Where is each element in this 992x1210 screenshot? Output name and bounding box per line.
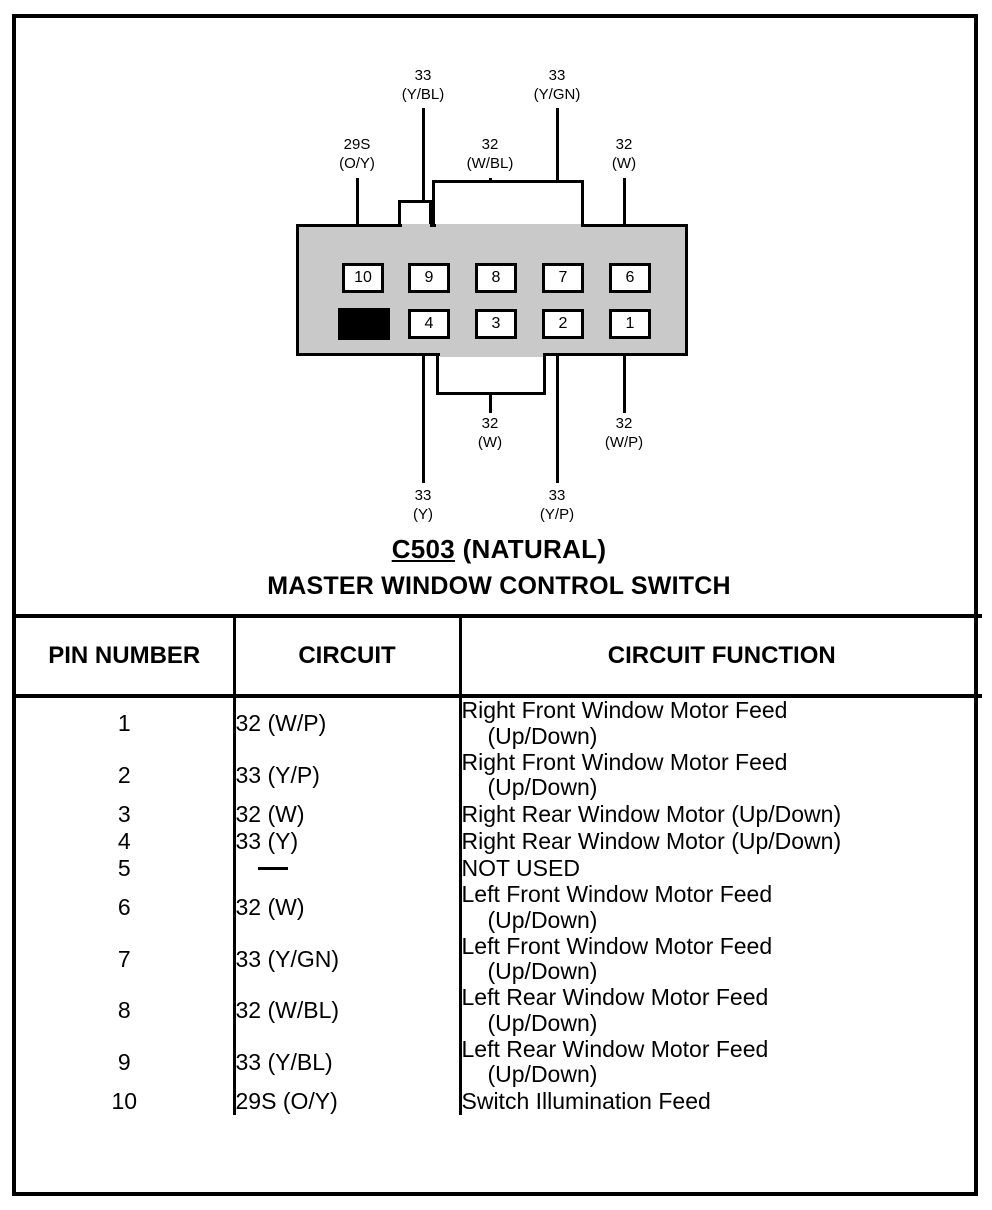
connector-diagram	[16, 18, 982, 614]
wire-label-32-w-top-circuit: 32	[615, 136, 633, 153]
wire-label-32-w-top	[579, 135, 669, 173]
function-line2: (Up/Down)	[487, 958, 598, 985]
wire-label-32-w-bottom-circuit: 32	[481, 415, 499, 432]
pin-1[interactable]: 1	[609, 309, 651, 339]
table-header-row	[16, 618, 982, 696]
wire-label-33-ygn-color: (Y/GN)	[533, 86, 581, 103]
pin-5[interactable]: 5	[338, 308, 390, 340]
pin-10[interactable]: 10	[342, 263, 384, 293]
wire-label-33-y-color: (Y)	[413, 506, 433, 523]
function-line2: (Up/Down)	[487, 774, 598, 801]
function-line1: Right Front Window Motor Feed	[461, 748, 788, 775]
header-circuit-function: CIRCUIT FUNCTION	[460, 618, 982, 696]
wire-label-32-w-bottom	[445, 414, 535, 452]
function-line2: (Up/Down)	[487, 1061, 598, 1088]
connector-color: (NATURAL)	[462, 534, 607, 564]
header-pin-number: PIN NUMBER	[16, 618, 234, 696]
function-line2: (Up/Down)	[487, 1009, 598, 1036]
table-row	[16, 1037, 982, 1089]
cell-function	[460, 1088, 982, 1115]
wire-label-33-ygn-circuit: 33	[548, 67, 566, 84]
wire-label-32-wbl-circuit: 32	[481, 136, 499, 153]
wire-label-33-yp-circuit: 33	[548, 487, 566, 504]
cell-circuit: 29S (O/Y)	[234, 1088, 460, 1115]
cell-circuit: 33 (Y/BL)	[234, 1037, 460, 1089]
cell-pin: 4	[16, 828, 234, 855]
function-line1: Left Rear Window Motor Feed	[461, 984, 769, 1010]
function-line1: NOT USED	[461, 854, 580, 881]
cell-function	[460, 801, 982, 828]
pin-table-wrapper	[16, 614, 982, 1196]
pin-4[interactable]: 4	[408, 309, 450, 339]
cell-function	[460, 696, 982, 750]
function-line2: (Up/Down)	[487, 906, 598, 933]
cell-circuit: 32 (W/BL)	[234, 985, 460, 1037]
wire-label-32-wbl-color: (W/BL)	[466, 155, 514, 172]
cell-circuit: 33 (Y)	[234, 828, 460, 855]
cell-circuit: 33 (Y/GN)	[234, 934, 460, 986]
pin-2[interactable]: 2	[542, 309, 584, 339]
wire-label-33-ybl-color: (Y/BL)	[401, 86, 445, 103]
tab-join-large	[436, 224, 581, 232]
cell-circuit: 32 (W)	[234, 801, 460, 828]
cell-function	[460, 934, 982, 986]
header-circuit: CIRCUIT	[234, 618, 460, 696]
function-line1: Right Rear Window Motor (Up/Down)	[461, 827, 842, 854]
pin-6[interactable]: 6	[609, 263, 651, 293]
tab-join-small	[402, 224, 430, 232]
table-row	[16, 828, 982, 855]
cell-pin: 7	[16, 934, 234, 986]
wire-label-32-w-top-color: (W)	[611, 155, 637, 172]
table-row	[16, 934, 982, 986]
pin-7[interactable]: 7	[542, 263, 584, 293]
cell-pin: 6	[16, 882, 234, 934]
connector-id-caption	[16, 534, 982, 565]
cell-pin: 9	[16, 1037, 234, 1089]
tab-join-bottom	[440, 348, 543, 357]
function-line1: Right Front Window Motor Feed	[461, 697, 788, 723]
cell-circuit: 32 (W/P)	[234, 696, 460, 750]
pin-8[interactable]: 8	[475, 263, 517, 293]
connector-code: C503	[391, 534, 456, 564]
wire-label-29s-color: (O/Y)	[339, 155, 375, 172]
pin-9[interactable]: 9	[408, 263, 450, 293]
connector-top-tab-large	[432, 180, 584, 228]
cell-circuit-empty	[234, 855, 460, 882]
wire-label-33-y-circuit: 33	[414, 487, 432, 504]
cell-function	[460, 828, 982, 855]
function-line1: Switch Illumination Feed	[461, 1087, 711, 1114]
table-row	[16, 855, 982, 882]
function-line1: Left Front Window Motor Feed	[461, 932, 773, 959]
table-row	[16, 801, 982, 828]
wire-label-33-ybl-circuit: 33	[414, 67, 432, 84]
wire-label-33-yp	[512, 486, 602, 524]
wire-label-32-wp	[579, 414, 669, 452]
function-line2: (Up/Down)	[487, 722, 598, 749]
wire-label-32-w-bottom-color: (W)	[477, 434, 503, 451]
cell-pin: 3	[16, 801, 234, 828]
table-row	[16, 985, 982, 1037]
table-row	[16, 750, 982, 802]
connector-bottom-tab	[436, 353, 546, 395]
wire-label-33-ybl	[378, 66, 468, 104]
cell-circuit: 33 (Y/P)	[234, 750, 460, 802]
cell-pin: 5	[16, 855, 234, 882]
cell-function	[460, 882, 982, 934]
function-line1: Right Rear Window Motor (Up/Down)	[461, 800, 842, 827]
wire-label-33-y	[378, 486, 468, 524]
cell-pin: 8	[16, 985, 234, 1037]
wire-label-32-wp-color: (W/P)	[604, 434, 644, 451]
cell-pin: 1	[16, 696, 234, 750]
wire-label-32-wbl	[445, 135, 535, 173]
table-row	[16, 1088, 982, 1115]
pin-3[interactable]: 3	[475, 309, 517, 339]
cell-function	[460, 985, 982, 1037]
wire-label-33-ygn	[512, 66, 602, 104]
not-used-dash	[258, 867, 288, 870]
connector-title: MASTER WINDOW CONTROL SWITCH	[267, 572, 731, 600]
cell-function	[460, 750, 982, 802]
wire-label-29s	[312, 135, 402, 173]
function-line1: Left Rear Window Motor Feed	[461, 1035, 769, 1062]
cell-pin: 10	[16, 1088, 234, 1115]
wire-label-33-yp-color: (Y/P)	[539, 506, 575, 523]
function-line1: Left Front Window Motor Feed	[461, 881, 773, 907]
pin-table	[16, 618, 982, 1115]
table-row	[16, 696, 982, 750]
cell-pin: 2	[16, 750, 234, 802]
wire-label-32-wp-circuit: 32	[615, 415, 633, 432]
cell-function	[460, 855, 982, 882]
cell-circuit: 32 (W)	[234, 882, 460, 934]
page-border	[12, 14, 978, 1196]
cell-function	[460, 1037, 982, 1089]
wire-label-29s-circuit: 29S	[343, 136, 371, 153]
table-row	[16, 882, 982, 934]
